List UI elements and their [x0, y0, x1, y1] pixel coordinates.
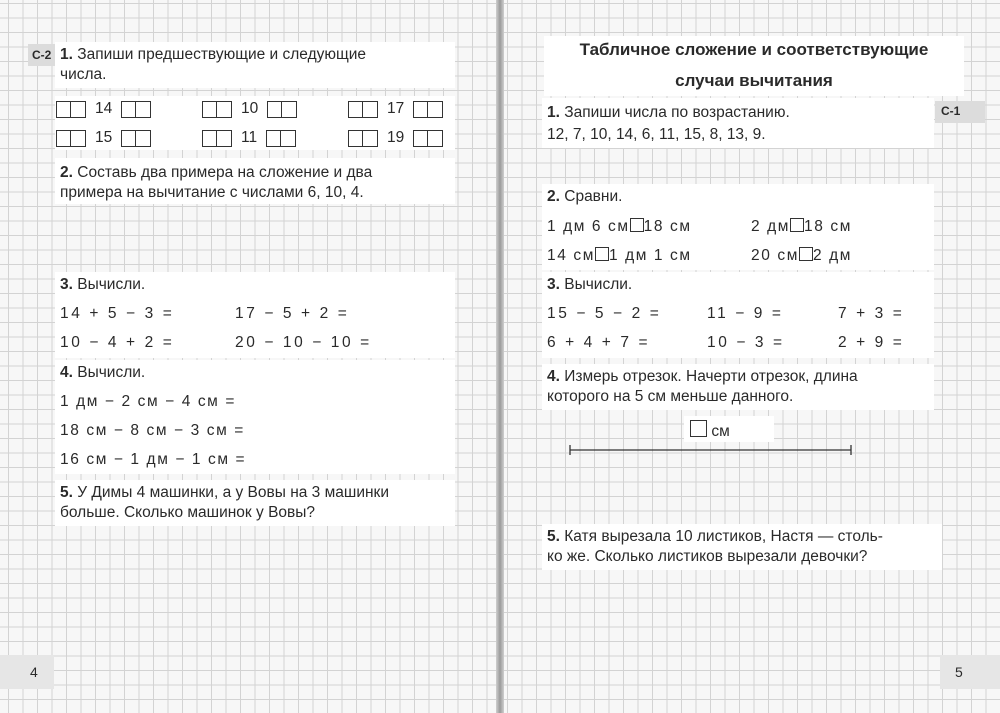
segment	[566, 443, 856, 457]
task-2-heading: 2. Сравни.	[547, 188, 623, 205]
page-number: 5	[955, 664, 963, 680]
task-5-line-2: ко же. Сколько листиков вырезали девочки?	[547, 548, 868, 565]
length-answer: см	[690, 420, 730, 441]
section-tab: С-1	[941, 104, 961, 118]
neighbor-item: 10	[202, 100, 297, 118]
expression: 17 − 5 + 2 =	[235, 305, 350, 322]
page-number-box	[940, 655, 1000, 689]
task-2-line-1: 2. Составь два примера на сложение и два	[60, 164, 373, 181]
answer-box[interactable]	[202, 101, 232, 118]
answer-box[interactable]	[56, 101, 86, 118]
expression: 15 − 5 − 2 =	[547, 305, 662, 322]
task-1-heading: 1. Запиши числа по возрастанию.	[547, 104, 790, 121]
length-answer-block	[684, 416, 774, 442]
right-page	[504, 0, 1000, 713]
task-3-block	[542, 272, 934, 358]
expression: 20 − 10 − 10 =	[235, 334, 372, 351]
task-4-block	[55, 360, 455, 474]
task-3-heading: 3. Вычисли.	[60, 276, 146, 293]
task-2-line-2: примера на вычитание с числами 6, 10, 4.	[60, 184, 364, 201]
answer-box[interactable]	[121, 130, 151, 147]
number-list: 12, 7, 10, 14, 6, 11, 15, 8, 13, 9.	[547, 126, 766, 143]
page-number: 4	[30, 664, 38, 680]
length-box[interactable]	[690, 420, 707, 437]
task-1-number-grid	[55, 96, 455, 150]
answer-box[interactable]	[267, 101, 297, 118]
expression: 18 см − 8 см − 3 см =	[60, 422, 245, 439]
neighbor-item: 11	[202, 129, 296, 147]
task-5-text-block	[55, 480, 455, 526]
task-3-heading: 3. Вычисли.	[547, 276, 633, 293]
comparison: 2 дм 18 см	[751, 218, 852, 235]
task-1-text-block	[55, 42, 455, 88]
task-2-text-block	[55, 158, 455, 204]
answer-box[interactable]	[413, 101, 443, 118]
neighbor-item: 14	[56, 100, 151, 118]
expression: 16 см − 1 дм − 1 см =	[60, 451, 247, 468]
compare-box[interactable]	[799, 247, 813, 261]
task-5-line-2: больше. Сколько машинок у Вовы?	[60, 504, 316, 521]
task-1-line-2: числа.	[60, 66, 107, 83]
task-5-text-block	[542, 524, 942, 570]
task-4-line-1: 4. Измерь отрезок. Начерти отрезок, длина	[547, 368, 858, 385]
expression: 2 + 9 =	[838, 334, 905, 351]
answer-box[interactable]	[348, 130, 378, 147]
task-3-block	[55, 272, 455, 358]
compare-box[interactable]	[630, 218, 644, 232]
task-1-line-1: 1. Запиши предшествующие и следующие	[60, 46, 367, 63]
task-1-block	[542, 98, 934, 148]
expression: 14 + 5 − 3 =	[60, 305, 175, 322]
expression: 7 + 3 =	[838, 305, 905, 322]
page-number-box	[0, 655, 54, 689]
answer-box[interactable]	[121, 101, 151, 118]
neighbor-item: 15	[56, 129, 151, 147]
neighbor-item: 17	[348, 100, 443, 118]
compare-box[interactable]	[595, 247, 609, 261]
compare-box[interactable]	[790, 218, 804, 232]
answer-box[interactable]	[56, 130, 86, 147]
task-4-text-block	[542, 364, 934, 410]
neighbor-item: 19	[348, 129, 443, 147]
task-2-block	[542, 184, 934, 270]
comparison: 1 дм 6 см 18 см	[547, 218, 692, 235]
task-4-line-2: которого на 5 см меньше данного.	[547, 388, 794, 405]
comparison: 14 см 1 дм 1 см	[547, 247, 692, 264]
comparison: 20 см 2 дм	[751, 247, 852, 264]
section-tab: С-2	[28, 44, 55, 66]
expression: 6 + 4 + 7 =	[547, 334, 651, 351]
task-5-line-1: 5. Катя вырезала 10 листиков, Настя — столь-	[547, 528, 883, 545]
answer-box[interactable]	[413, 130, 443, 147]
expression: 10 − 4 + 2 =	[60, 334, 175, 351]
book-spine	[496, 0, 504, 713]
section-tab-box	[935, 101, 985, 123]
left-page	[0, 0, 496, 713]
expression: 1 дм − 2 см − 4 см =	[60, 393, 236, 410]
answer-box[interactable]	[266, 130, 296, 147]
page-title-line-1: Табличное сложение и соответствующие	[579, 40, 929, 59]
answer-box[interactable]	[348, 101, 378, 118]
page-title-line-2: случаи вычитания	[675, 71, 833, 90]
task-5-line-1: 5. У Димы 4 машинки, а у Вовы на 3 машинки	[60, 484, 389, 501]
expression: 11 − 9 =	[707, 305, 784, 322]
expression: 10 − 3 =	[707, 334, 785, 351]
task-4-heading: 4. Вычисли.	[60, 364, 146, 381]
page-title-block	[544, 36, 964, 96]
answer-box[interactable]	[202, 130, 232, 147]
